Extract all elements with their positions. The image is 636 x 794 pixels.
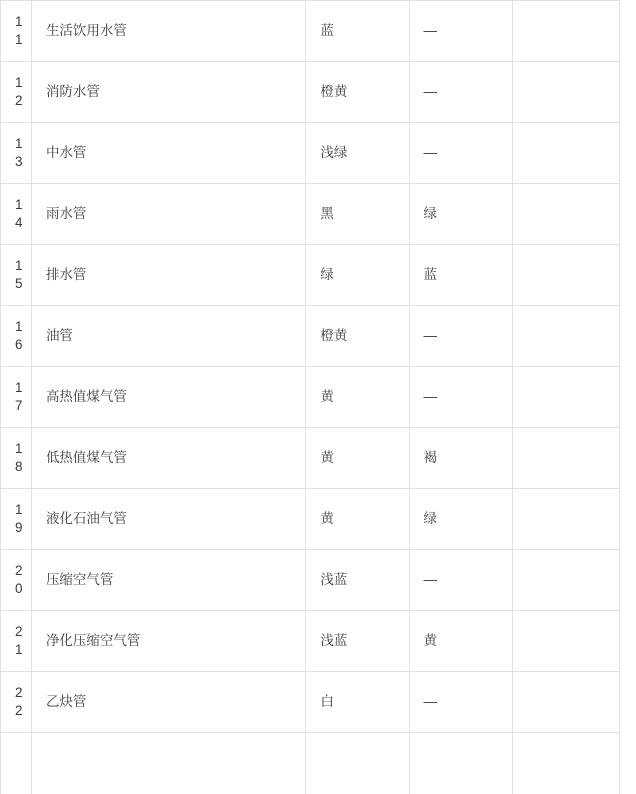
table-row — [1, 489, 620, 550]
row-index: 13 — [1, 123, 32, 184]
row-index: 21 — [1, 611, 32, 672]
row-color-ring: — — [409, 123, 512, 184]
row-color-ring: 黄 — [409, 611, 512, 672]
table-row — [1, 306, 620, 367]
table-row-partial — [1, 733, 620, 794]
row-pipe-name: 排水管 — [31, 245, 305, 306]
row-extra — [512, 611, 619, 672]
row-index: 22 — [1, 672, 32, 733]
row-pipe-name: 乙炔管 — [31, 672, 305, 733]
table-row — [1, 672, 620, 733]
row-pipe-name: 油管 — [31, 306, 305, 367]
row-index: 18 — [1, 428, 32, 489]
row-color-ring: 褐 — [409, 428, 512, 489]
row-extra — [512, 489, 619, 550]
row-base-color: 橙黄 — [306, 306, 409, 367]
row-base-color: 浅蓝 — [306, 550, 409, 611]
row-extra — [512, 245, 619, 306]
row-extra — [512, 306, 619, 367]
row-color-ring: — — [409, 306, 512, 367]
row-index: 12 — [1, 62, 32, 123]
row-index: 15 — [1, 245, 32, 306]
row-pipe-name: 净化压缩空气管 — [31, 611, 305, 672]
table-row — [1, 611, 620, 672]
row-extra — [512, 1, 619, 62]
row-extra — [512, 123, 619, 184]
table-row — [1, 1, 620, 62]
row-color-ring: — — [409, 550, 512, 611]
table-row — [1, 245, 620, 306]
row-extra — [512, 733, 619, 794]
table-row — [1, 367, 620, 428]
row-color-ring: 绿 — [409, 489, 512, 550]
row-extra — [512, 62, 619, 123]
row-pipe-name: 生活饮用水管 — [31, 1, 305, 62]
row-base-color: 白 — [306, 672, 409, 733]
table-row — [1, 184, 620, 245]
table-row — [1, 428, 620, 489]
row-index: 11 — [1, 1, 32, 62]
row-index — [1, 733, 32, 794]
row-pipe-name: 中水管 — [31, 123, 305, 184]
row-base-color: 橙黄 — [306, 62, 409, 123]
row-pipe-name: 液化石油气管 — [31, 489, 305, 550]
row-color-ring: — — [409, 62, 512, 123]
row-color-ring: 蓝 — [409, 245, 512, 306]
row-pipe-name: 压缩空气管 — [31, 550, 305, 611]
row-base-color: 蓝 — [306, 1, 409, 62]
row-index: 20 — [1, 550, 32, 611]
row-pipe-name — [31, 733, 305, 794]
row-extra — [512, 428, 619, 489]
table-row — [1, 62, 620, 123]
row-index: 19 — [1, 489, 32, 550]
row-extra — [512, 550, 619, 611]
row-extra — [512, 367, 619, 428]
row-extra — [512, 184, 619, 245]
row-pipe-name: 高热值煤气管 — [31, 367, 305, 428]
row-pipe-name: 雨水管 — [31, 184, 305, 245]
row-index: 16 — [1, 306, 32, 367]
row-base-color: 黑 — [306, 184, 409, 245]
row-base-color: 黄 — [306, 428, 409, 489]
row-base-color — [306, 733, 409, 794]
row-base-color: 黄 — [306, 489, 409, 550]
row-base-color: 浅蓝 — [306, 611, 409, 672]
table-body — [1, 1, 620, 794]
row-pipe-name: 低热值煤气管 — [31, 428, 305, 489]
row-pipe-name: 消防水管 — [31, 62, 305, 123]
table-row — [1, 123, 620, 184]
row-base-color: 黄 — [306, 367, 409, 428]
row-index: 17 — [1, 367, 32, 428]
row-base-color: 绿 — [306, 245, 409, 306]
table-row — [1, 550, 620, 611]
row-color-ring: — — [409, 672, 512, 733]
row-index: 14 — [1, 184, 32, 245]
row-color-ring — [409, 733, 512, 794]
row-base-color: 浅绿 — [306, 123, 409, 184]
row-color-ring: — — [409, 1, 512, 62]
row-color-ring: — — [409, 367, 512, 428]
row-extra — [512, 672, 619, 733]
row-color-ring: 绿 — [409, 184, 512, 245]
